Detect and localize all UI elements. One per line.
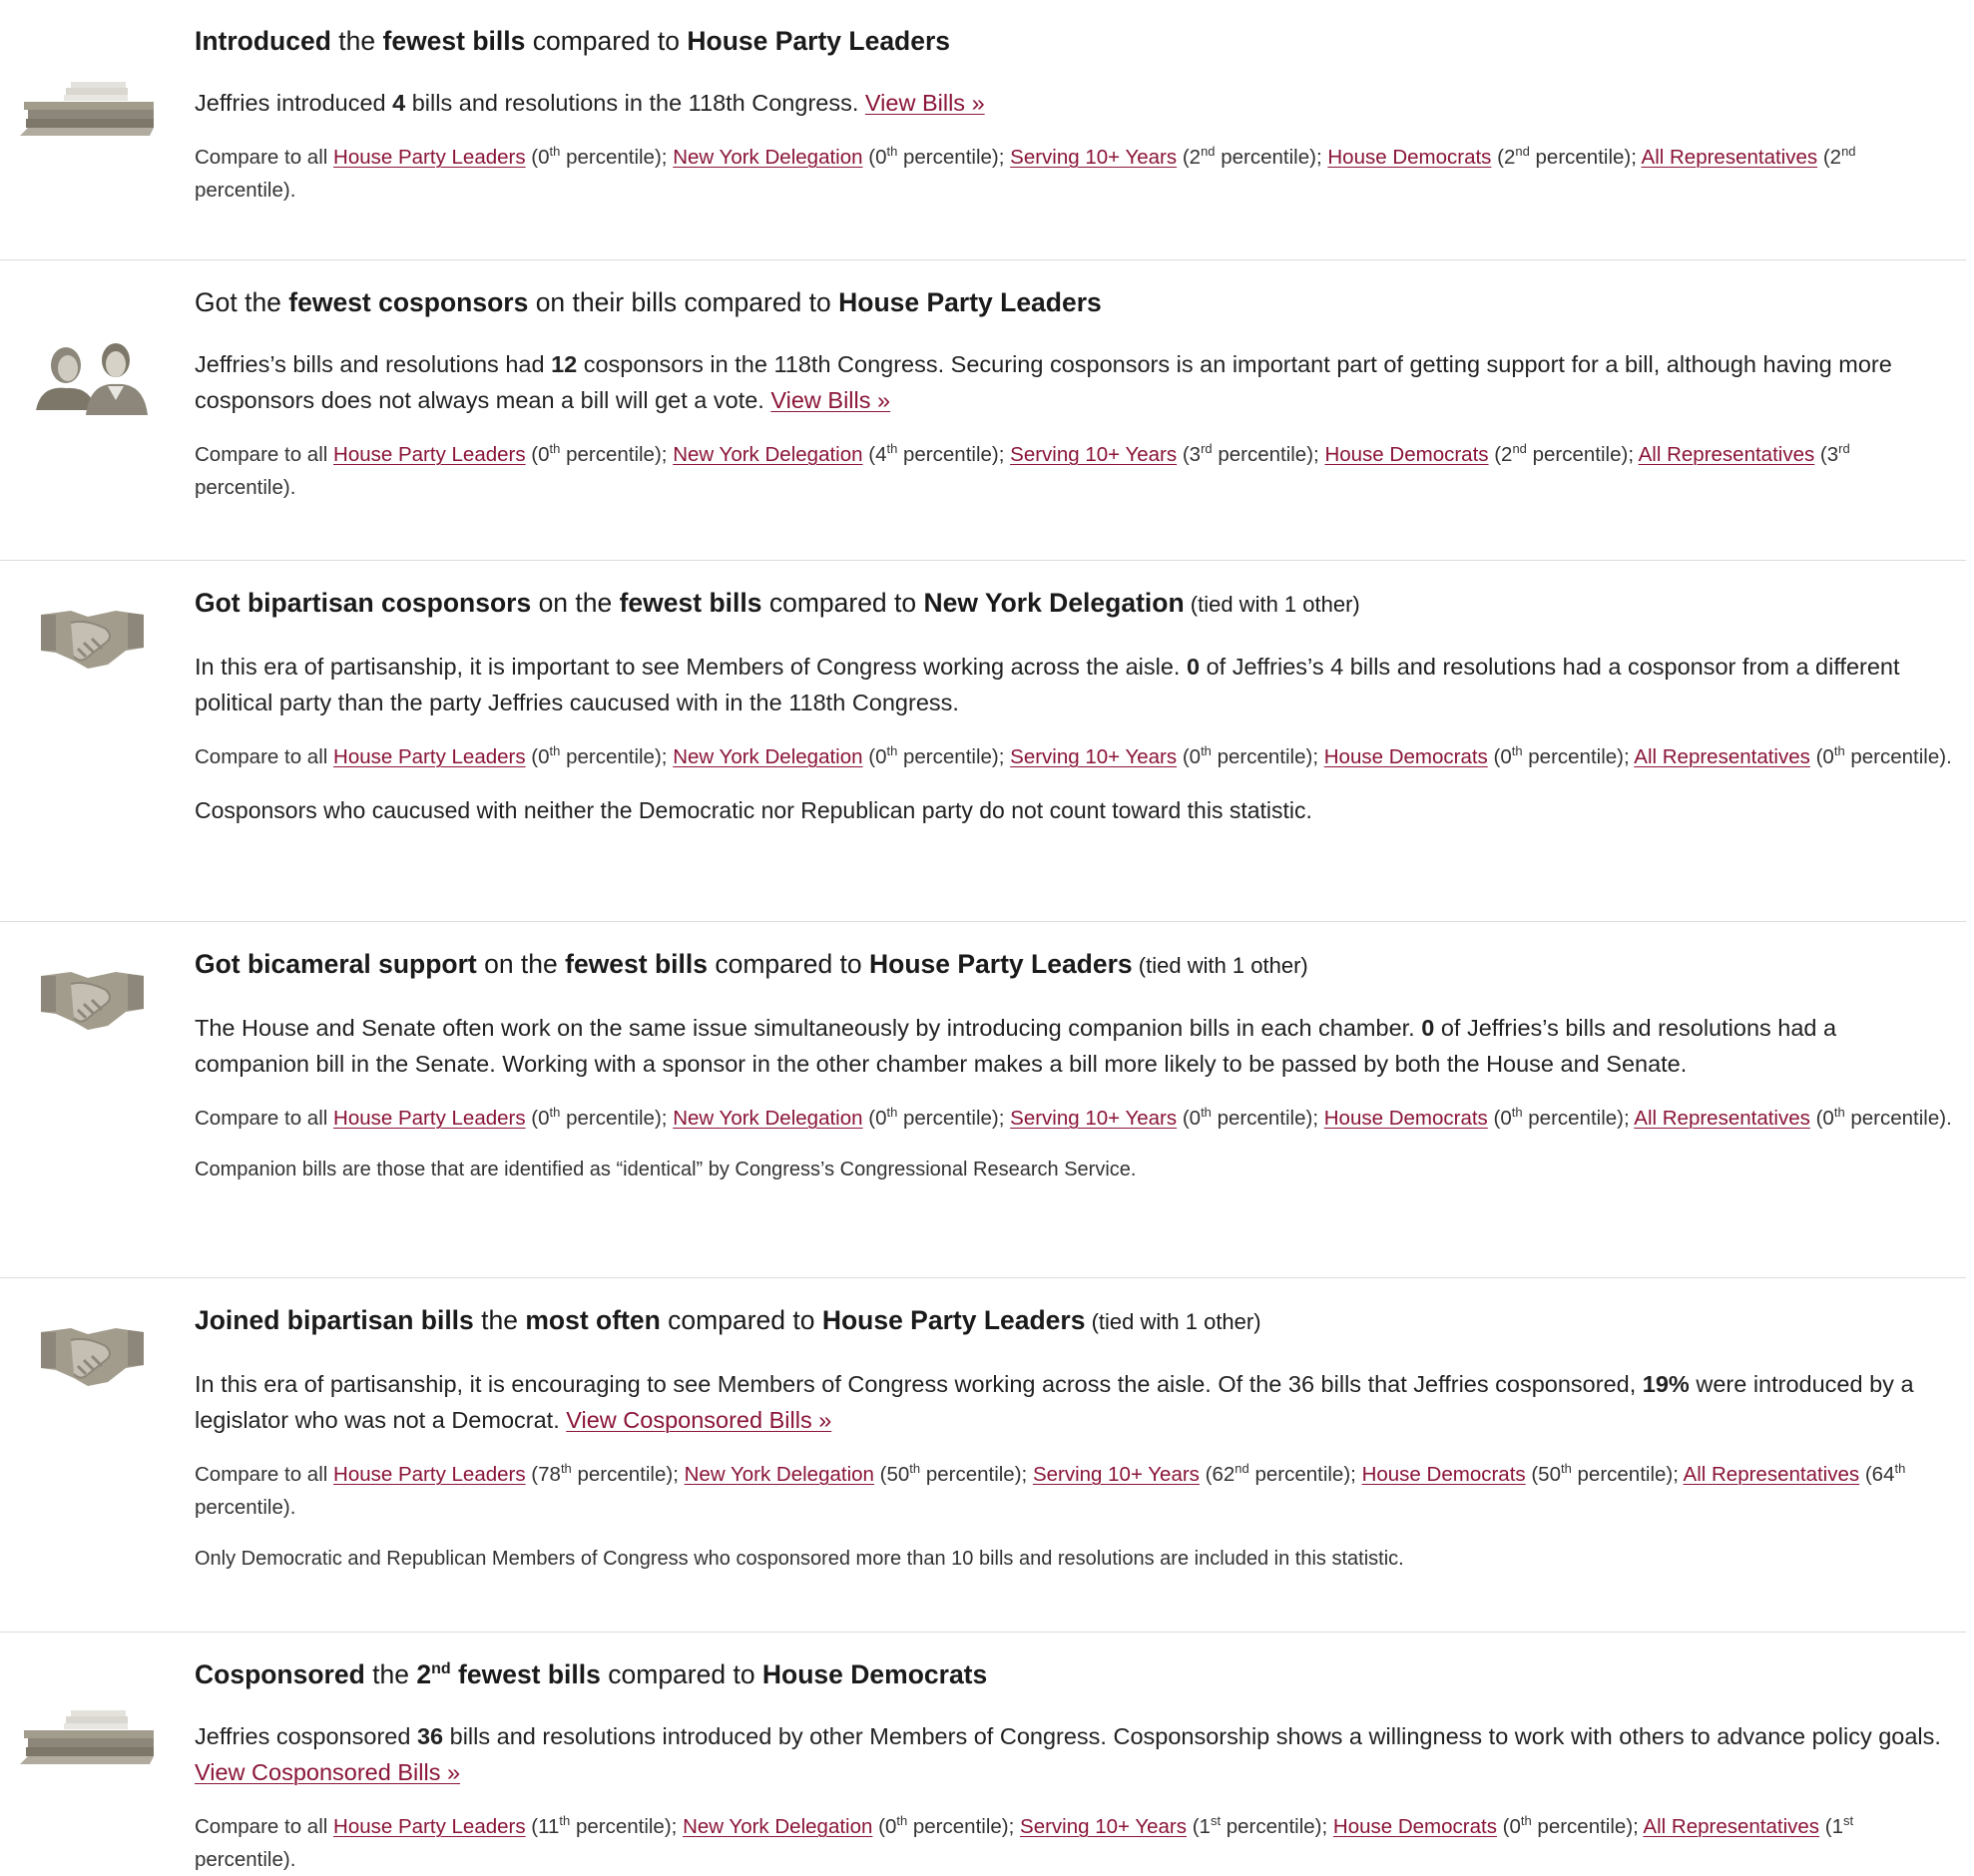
compare-link-house-party-leaders[interactable]: House Party Leaders [333, 1463, 526, 1486]
compare-link-serving-10-years[interactable]: Serving 10+ Years [1032, 1463, 1200, 1486]
stat-description: Jeffries introduced 4 bills and resolutions in the 118th Congress. View Bills » [195, 90, 985, 116]
compare-line: Compare to all House Party Leaders (0th percentile); New York Delegation (4th percentile); Serving 10+ Years (3rd percentile); House Democrats (2nd percentile); All Representatives (3rd percentile). [195, 441, 1850, 499]
handshake-icon [16, 954, 166, 1044]
view-bills-link[interactable]: View Bills » [770, 387, 891, 413]
compare-link-new-york-delegation[interactable]: New York Delegation [684, 1463, 874, 1486]
stat-bicameral-support [0, 922, 1966, 1278]
compare-link-serving-10-years[interactable]: Serving 10+ Years [1020, 1815, 1187, 1838]
stat-headline: Introduced the fewest bills compared to House Party Leaders [195, 26, 951, 56]
stat-headline: Cosponsored the 2nd fewest bills compared to House Democrats [195, 1659, 988, 1689]
compare-link-serving-10-years[interactable]: Serving 10+ Years [1010, 1107, 1178, 1130]
compare-link-all-representatives[interactable]: All Representatives [1638, 443, 1815, 466]
compare-line: Compare to all House Party Leaders (0th percentile); New York Delegation (0th percentile); Serving 10+ Years (0th percentile); House Democrats (0th percentile); All Representatives (0th percentile). [195, 743, 1952, 768]
people-icon [16, 330, 166, 420]
stat-note: Companion bills are those that are identified as “identical” by Congress’s Congressional Research Service. [195, 1159, 1137, 1180]
handshake-icon [16, 1310, 166, 1400]
compare-link-house-party-leaders[interactable]: House Party Leaders [333, 146, 526, 169]
view-bills-link[interactable]: View Bills » [864, 90, 985, 116]
compare-line: Compare to all House Party Leaders (78th percentile); New York Delegation (50th percentile); Serving 10+ Years (62nd percentile); House Democrats (50th percentile); All Representatives (64th percentile). [195, 1461, 1906, 1519]
bills-stack-icon [16, 74, 166, 164]
compare-link-new-york-delegation[interactable]: New York Delegation [683, 1815, 873, 1838]
stat-description: In this era of partisanship, it is important to see Members of Congress working across the aisle. 0 of Jeffries’s 4 bills and resolutions had a cosponsor from a different political party than the party Jeffries caucused with in the 118th Congress. [195, 654, 1900, 715]
compare-link-house-democrats[interactable]: House Democrats [1323, 745, 1488, 768]
stat-headline: Got the fewest cosponsors on their bills compared to House Party Leaders [195, 287, 1102, 317]
compare-link-new-york-delegation[interactable]: New York Delegation [673, 1107, 863, 1130]
compare-link-new-york-delegation[interactable]: New York Delegation [673, 443, 863, 466]
view-cosponsored-bills-link[interactable]: View Cosponsored Bills » [566, 1407, 832, 1433]
view-cosponsored-bills-link[interactable]: View Cosponsored Bills » [195, 1759, 461, 1785]
compare-link-house-democrats[interactable]: House Democrats [1323, 1107, 1488, 1130]
compare-line: Compare to all House Party Leaders (0th percentile); New York Delegation (0th percentile); Serving 10+ Years (0th percentile); House Democrats (0th percentile); All Representatives (0th percentile). [195, 1105, 1952, 1130]
stat-cosponsors [0, 260, 1966, 561]
stat-joined-bipartisan-bills [0, 1278, 1966, 1633]
stat-bipartisan-cosponsors [0, 561, 1966, 922]
compare-link-house-party-leaders[interactable]: House Party Leaders [333, 443, 526, 466]
compare-link-house-democrats[interactable]: House Democrats [1324, 443, 1489, 466]
handshake-icon [16, 593, 166, 683]
stat-introduced-bills [0, 4, 1966, 260]
stat-note: Cosponsors who caucused with neither the Democratic nor Republican party do not count toward this statistic. [195, 797, 1312, 823]
stat-description: In this era of partisanship, it is encouraging to see Members of Congress working across the aisle. Of the 36 bills that Jeffries cosponsored, 19% were introduced by a legislator who was not a Democrat. View Cosponsored Bills » [195, 1371, 1914, 1433]
compare-link-all-representatives[interactable]: All Representatives [1641, 146, 1818, 169]
compare-link-house-democrats[interactable]: House Democrats [1332, 1815, 1497, 1838]
compare-link-all-representatives[interactable]: All Representatives [1634, 1107, 1810, 1130]
stat-description: Jeffries cosponsored 36 bills and resolutions introduced by other Members of Congress. Cosponsorship shows a willingness to work with others to advance policy goals. View Cosponsored Bills » [195, 1723, 1941, 1785]
compare-link-all-representatives[interactable]: All Representatives [1683, 1463, 1860, 1486]
stat-description: The House and Senate often work on the same issue simultaneously by introducing companion bills in each chamber. 0 of Jeffries’s bills and resolutions had a companion bill in the Senate. Working with a sponsor in the other chamber makes a bill more likely to be passed by both the House and Senate. [195, 1015, 1837, 1077]
bills-stack-icon [16, 1702, 166, 1792]
stat-headline: Got bipartisan cosponsors on the fewest bills compared to New York Delegation (tied with 1 other) [195, 588, 1360, 618]
compare-link-serving-10-years[interactable]: Serving 10+ Years [1010, 146, 1178, 169]
compare-link-all-representatives[interactable]: All Representatives [1634, 745, 1810, 768]
compare-line: Compare to all House Party Leaders (0th percentile); New York Delegation (0th percentile); Serving 10+ Years (2nd percentile); House Democrats (2nd percentile); All Representatives (2nd percentile). [195, 144, 1856, 202]
stat-headline: Got bicameral support on the fewest bills compared to House Party Leaders (tied with 1 other) [195, 949, 1308, 979]
compare-link-new-york-delegation[interactable]: New York Delegation [673, 146, 863, 169]
stat-cosponsored-bills [0, 1633, 1966, 1871]
compare-link-house-democrats[interactable]: House Democrats [1361, 1463, 1526, 1486]
compare-link-house-party-leaders[interactable]: House Party Leaders [333, 745, 526, 768]
compare-line: Compare to all House Party Leaders (11th percentile); New York Delegation (0th percentile); Serving 10+ Years (1st percentile); House Democrats (0th percentile); All Representatives (1st percentile). [195, 1813, 1854, 1871]
compare-link-new-york-delegation[interactable]: New York Delegation [673, 745, 863, 768]
compare-link-house-party-leaders[interactable]: House Party Leaders [333, 1815, 526, 1838]
compare-link-house-party-leaders[interactable]: House Party Leaders [333, 1107, 526, 1130]
compare-link-serving-10-years[interactable]: Serving 10+ Years [1010, 443, 1178, 466]
compare-link-serving-10-years[interactable]: Serving 10+ Years [1010, 745, 1178, 768]
stat-note: Only Democratic and Republican Members of Congress who cosponsored more than 10 bills and resolutions are included in this statistic. [195, 1548, 1404, 1570]
compare-link-all-representatives[interactable]: All Representatives [1643, 1815, 1820, 1838]
compare-link-house-democrats[interactable]: House Democrats [1327, 146, 1492, 169]
stat-headline: Joined bipartisan bills the most often compared to House Party Leaders (tied with 1 other) [195, 1305, 1261, 1335]
stat-description: Jeffries’s bills and resolutions had 12 cosponsors in the 118th Congress. Securing cosponsors is an important part of getting support for a bill, although having more cosponsors does not always mean a bill will get a vote. View Bills » [195, 351, 1892, 413]
